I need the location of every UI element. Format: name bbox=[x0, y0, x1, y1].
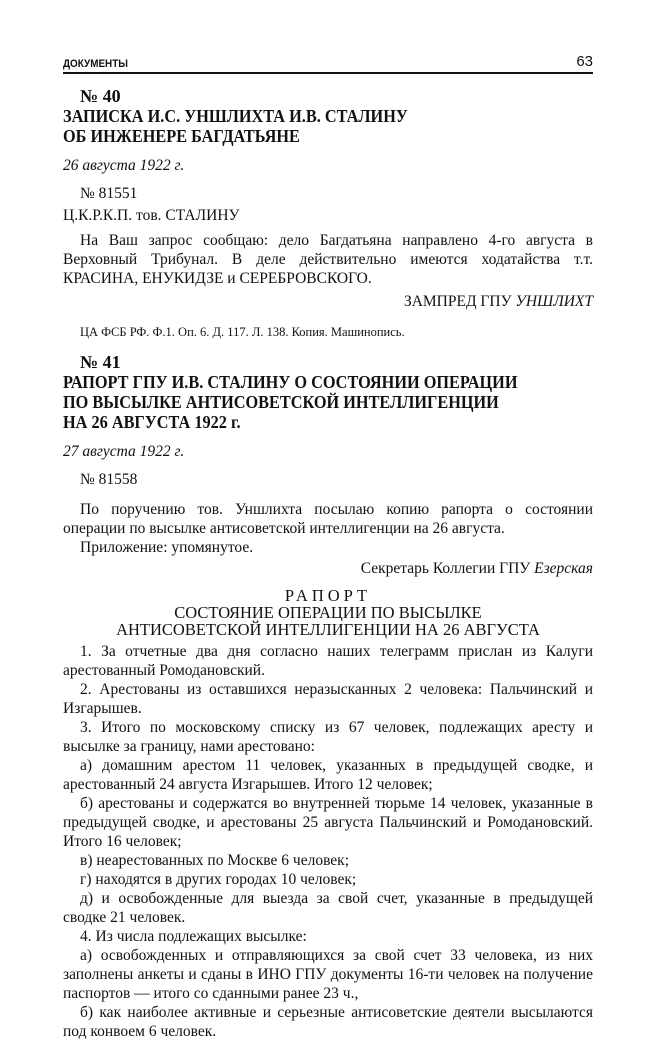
document-40 bbox=[63, 86, 593, 340]
report-item: 3. Итого по московскому списку из 67 человек, подлежащих аресту и высылке за границу, нами арестовано: bbox=[63, 719, 593, 755]
report-heading: РАПОРТ bbox=[284, 586, 372, 605]
doc40-date: 26 августа 1922 г. bbox=[63, 157, 185, 174]
page-number: 63 bbox=[576, 53, 593, 70]
doc41-signature-name: Езерская bbox=[534, 560, 593, 577]
report-item: 4. Из числа подлежащих высылке: bbox=[80, 928, 307, 945]
doc40-title-line2: ОБ ИНЖЕНЕРЕ БАГДАТЬЯНЕ bbox=[63, 126, 300, 146]
report-item: г) находятся в других городах 10 человек; bbox=[80, 871, 357, 888]
report-subheading-line1: СОСТОЯНИЕ ОПЕРАЦИИ ПО ВЫСЫЛКЕ bbox=[174, 603, 482, 622]
report-items bbox=[63, 642, 593, 1041]
doc40-reg-number: № 81551 bbox=[80, 185, 138, 202]
doc41-title-line1: РАПОРТ ГПУ И.В. СТАЛИНУ О СОСТОЯНИИ ОПЕРАЦИИ bbox=[63, 372, 518, 392]
document-41 bbox=[63, 352, 593, 1041]
doc41-cover-text: По поручению тов. Уншлихта посылаю копию рапорта о состоянии операции по высылке антисоветской интеллигенции на 26 августа. bbox=[63, 501, 593, 537]
doc41-signature-title: Секретарь Коллегии ГПУ bbox=[360, 560, 531, 577]
doc40-number: № 40 bbox=[80, 86, 121, 106]
doc41-title-line2: ПО ВЫСЫЛКЕ АНТИСОВЕТСКОЙ ИНТЕЛЛИГЕНЦИИ bbox=[63, 392, 499, 412]
doc40-archive-source: ЦА ФСБ РФ. Ф.1. Оп. 6. Д. 117. Л. 138. Копия. Машинопись. bbox=[80, 325, 405, 339]
doc40-addressee: Ц.К.Р.К.П. тов. СТАЛИНУ bbox=[63, 207, 240, 224]
report-item: а) освобожденных и отправляющихся за свой счет 33 человека, из них заполнены анкеты и сданы в ИНО ГПУ документы 16-ти человек на получение паспортов — итого со сданными ранее 23 ч., bbox=[63, 947, 593, 1002]
report-item: 1. За отчетные два дня согласно наших телеграмм прислан из Калуги арестованный Ромодановский. bbox=[63, 643, 593, 679]
report-subheading-line2: АНТИСОВЕТСКОЙ ИНТЕЛЛИГЕНЦИИ НА 26 АВГУСТА bbox=[116, 620, 540, 639]
doc41-date: 27 августа 1922 г. bbox=[63, 443, 185, 460]
report-item: а) домашним арестом 11 человек, указанных в предыдущей сводке, и арестованный 24 августа Изгарышев. Итого 12 человек; bbox=[63, 757, 593, 793]
running-head bbox=[63, 48, 593, 74]
doc41-number: № 41 bbox=[80, 352, 121, 372]
report-item: д) и освобожденные для выезда за свой счет, указанные в предыдущей сводке 21 человек. bbox=[63, 890, 593, 926]
document-page bbox=[63, 48, 593, 1041]
report-item: б) арестованы и содержатся во внутренней тюрьме 14 человек, указанные в предыдущей сводке, и арестованы 25 августа Пальчинский и Ромодановский. Итого 16 человек; bbox=[63, 795, 593, 850]
doc41-reg-number: № 81558 bbox=[80, 471, 138, 488]
doc40-body: На Ваш запрос сообщаю: дело Багдатьяна направлено 4-го августа в Верховный Трибунал. В деле действительно имеются ходатайства т.т. КРАСИНА, ЕНУКИДЗЕ и СЕРЕБРОВСКОГО. bbox=[63, 232, 593, 287]
doc40-signature-title: ЗАМПРЕД ГПУ bbox=[403, 293, 512, 310]
doc41-title-line3: НА 26 АВГУСТА 1922 г. bbox=[63, 412, 241, 432]
doc40-signature bbox=[63, 292, 593, 312]
doc40-title-line1: ЗАПИСКА И.С. УНШЛИХТА И.В. СТАЛИНУ bbox=[63, 106, 408, 126]
doc41-signature bbox=[63, 559, 593, 579]
section-title: ДОКУМЕНТЫ bbox=[63, 58, 128, 70]
report-item: в) неарестованных по Москве 6 человек; bbox=[80, 852, 350, 869]
doc40-signature-name: УНШЛИХТ bbox=[515, 293, 593, 310]
report-item: б) как наиболее активные и серьезные антисоветские деятели высылаются под конвоем 6 человек. bbox=[63, 1004, 593, 1040]
doc41-attachment: Приложение: упомянутое. bbox=[80, 539, 254, 556]
report-item: 2. Арестованы из оставшихся неразысканных 2 человека: Пальчинский и Изгарышев. bbox=[63, 681, 593, 717]
